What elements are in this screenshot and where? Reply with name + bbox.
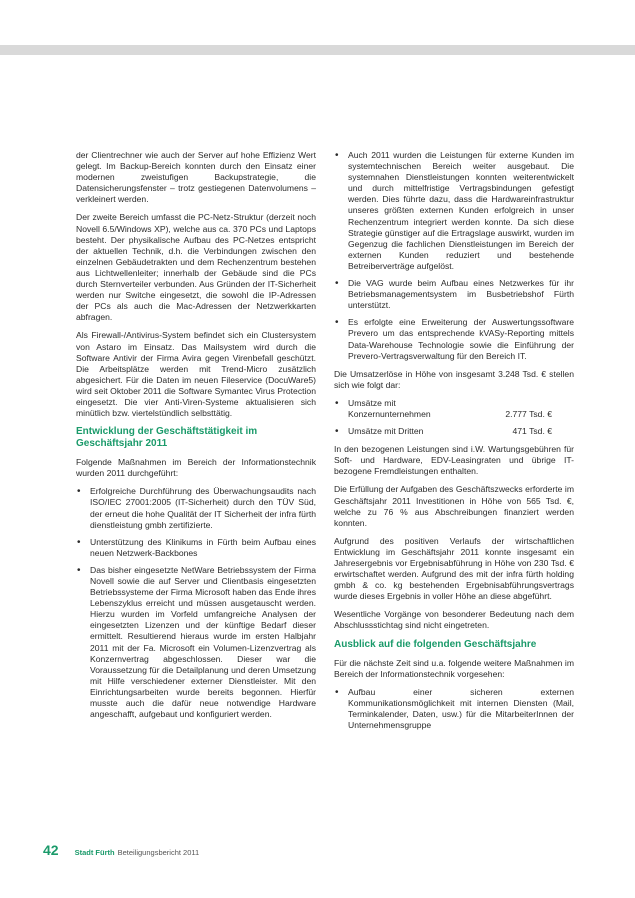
paragraph: Der zweite Bereich umfasst die PC-Netz-Struktur (derzeit noch Novell 6.5/Windows XP), welche aus ca. 370 PCs und Laptops besteht. Der physikalische Aufbau des PC-Netzes entspricht der aktuellen Technik, d.h. die Verbindungen zwischen den einzelnen Gebäudetrakten und dem Rechenzentrum bestehen aus Lichtwellenleiter; innerhalb der Gebäude sind die PCs durch Sternverteiler verbunden. Aus Gründen der IT-Sicherheit werden nur Switche eingesetzt, die sowohl die IP-Adressen der PCs als auch die Mac-Adressen der Netzwerkkarten abfragen. [76,212,316,323]
list-item: • Unterstützung des Klinikums in Fürth beim Aufbau eines neuen Netzwerk-Backbones [76,537,316,559]
revenue-item [334,398,574,420]
right-column [334,150,574,738]
bullet-list [76,486,316,720]
paragraph: der Clientrechner wie auch der Server auf hohe Effizienz Wert gelegt. Im Backup-Bereich konnten durch den Einsatz einer modernen zweistufigen Backupstrategie, die Datensicherungsfenster – trotz gestiegenen Datenvolumens – verkleinert werden. [76,150,316,205]
paragraph: Für die nächste Zeit sind u.a. folgende weitere Maßnahmen im Bereich der Informationstechnik vorgesehen: [334,657,574,679]
revenue-value: 471 Tsd. € [512,426,552,437]
paragraph: Die Umsatzerlöse in Höhe von insgesamt 3.248 Tsd. € stellen sich wie folgt dar: [334,368,574,390]
paragraph: Als Firewall-/Antivirus-System befindet sich ein Clustersystem von Astaro im Einsatz. Das Mailsystem wird durch die Software Antivir der Firma Avira gegen Virenbefall geschützt. Die Arbeitsplätze werden mit Trend-Micro zusätzlich abgesichert. Für die Daten im neuen Fileservice (DocuWare5) wird seit Oktober 2011 die Software Symantec Virus Protection eingesetzt. Die vier Anti-Viren-Systeme aktualisieren sich minütlich bzw. viertelstündlich selbsttätig. [76,330,316,419]
bullet-list [334,687,574,731]
paragraph: Aufgrund des positiven Verlaufs der wirtschaftlichen Entwicklung im Geschäftsjahr 2011 konnte insgesamt ein Jahresergebnis vor Ergebnisabführung in Höhe von 230 Tsd. € erwirtschaftet werden. Aufgrund des mit der infra fürth holding gmbh & co. kg bestehenden Ergebnisabführungsvertrags wurde dieses Ergebnis in voller Höhe an diese abgeführt. [334,535,574,602]
revenue-list [334,398,574,437]
paragraph: Die Erfüllung der Aufgaben des Geschäftszwecks erforderte im Geschäftsjahr 2011 Investitionen in Höhe von 565 Tsd. €, welche zu 76 % aus Abschreibungen finanziert werden konnten. [334,484,574,528]
left-column [76,150,316,727]
page-number: 42 [43,842,59,858]
list-item: • Es erfolgte eine Erweiterung der Auswertungssoftware Prevero um das entsprechende kVASy-Reporting mittels Data-Warehouse Technologie sowie die Einführung der Prevero-Vertragsverwaltung für den Bereich IT. [334,317,574,361]
page-footer [43,842,199,858]
bullet-list [334,150,574,362]
paragraph: In den bezogenen Leistungen sind i.W. Wartungsgebühren für Soft- und Hardware, EDV-Leasingraten und übrige IT-bezogene Fremdleistungen enthalten. [334,444,574,477]
revenue-label: • Umsätze mit Konzernunternehmen [348,397,431,419]
list-item: • Das bisher eingesetzte NetWare Betriebssystem der Firma Novell sowie die auf Server und Clientbasis eingesetzten Betriebssysteme der Firma Microsoft haben das Ende ihres Lebenszyklus erreicht und müssen ausgetauscht werden. Hierzu wurden im Vorfeld umfangreiche Analysen der eingesetzten Lizenzen und der künftige Bedarf dieser ermittelt. Resultierend hieraus wurde im ersten Halbjahr 2011 mit der Fa. Microsoft ein Volumen-Lizenzvertrag als Konzernvertrag abgeschlossen. Dieser war die Voraussetzung für die Detailplanung und deren Umsetzung mit Hilfe verschiedener externer Dienstleister. Mit den Einrichtungsarbeiten wurde bereits begonnen. Hierfür musste auch die dafür neue notwendige Hardware angeschafft, aufgebaut und konfiguriert werden. [76,565,316,720]
footer-title: Beteiligungsbericht 2011 [117,848,200,857]
footer-brand: Stadt Fürth [74,848,115,857]
list-item: • Erfolgreiche Durchführung des Überwachungsaudits nach ISO/IEC 27001:2005 (IT-Sicherheit) durch den TÜV Süd, der erneut die hohe Qualität der IT Sicherheit der infra fürth dienstleistung gmbh zertifizierte. [76,486,316,530]
revenue-label: • Umsätze mit Dritten [348,426,424,437]
list-item: • Auch 2011 wurden die Leistungen für externe Kunden im systemtechnischen Bereich weiter ausgebaut. Die systemnahen Dienstleistungen konnten weiterentwickelt und durch mittelfristige Vertragsbindungen gefestigt werden. Dies führte dazu, dass die Hardwareinfrastruktur unseres größten externen Kunden erfolgreich in unser Rechenzentrum integriert werden konnte. Da sich diese Strategie günstiger auf die Ertragslage auswirkt, wurden im Gegenzug die fachlichen Dienstleistungen im Bereich der externen Kunden reduziert und bestehende Betreiberverträge aufgelöst. [334,150,574,272]
list-item: • Die VAG wurde beim Aufbau eines Netzwerkes für ihr Betriebsmanagementsystem im Busbetriebshof Fürth unterstützt. [334,278,574,311]
section-heading: Entwicklung der Geschäftstätigkeit im Geschäftsjahr 2011 [76,426,258,450]
paragraph: Folgende Maßnahmen im Bereich der Informationstechnik wurden 2011 durchgeführt: [76,457,316,479]
revenue-item [334,426,574,437]
top-gray-band [0,45,635,55]
list-item: • Aufbau einer sicheren externen Kommunikationsmöglichkeit mit internen Diensten (Mail, Terminkalender, Daten, usw.) für die MitarbeiterInnen der Unternehmensgruppe [334,687,574,731]
revenue-value: 2.777 Tsd. € [505,408,552,419]
paragraph: Wesentliche Vorgänge von besonderer Bedeutung nach dem Abschlussstichtag sind nicht eingetreten. [334,609,574,631]
section-heading: Ausblick auf die folgenden Geschäftsjahre [334,638,537,650]
